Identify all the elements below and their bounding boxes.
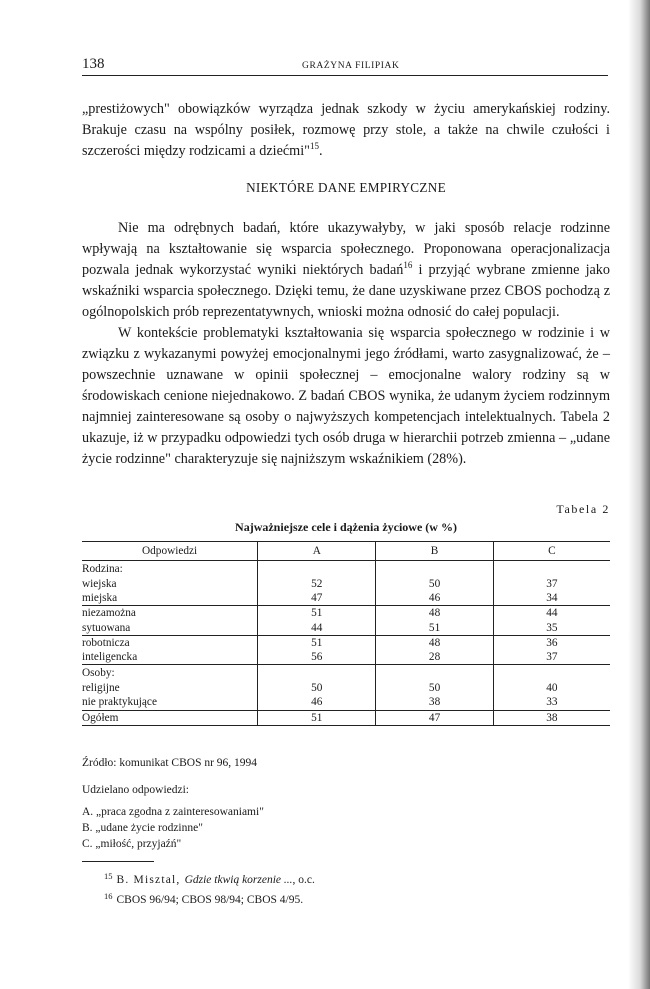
cell-b: 48 <box>376 635 493 650</box>
cell-c: 33 <box>493 695 610 710</box>
cell-c: 34 <box>493 591 610 606</box>
body-paragraphs <box>82 218 610 470</box>
footnote-title: Gdzie tkwią korzenie ... <box>184 874 293 886</box>
table-row <box>82 681 610 695</box>
cell-a: 51 <box>258 635 376 650</box>
footnote-16 <box>104 889 315 909</box>
empty-cell <box>493 665 610 682</box>
row-label: inteligencka <box>82 650 258 665</box>
empty-cell <box>258 561 376 578</box>
answer-b: B. „udane życie rodzinne" <box>82 822 203 834</box>
section-label-osoby: Osoby: <box>82 667 115 680</box>
cell-a: 44 <box>258 621 376 636</box>
cell-a: 51 <box>258 606 376 621</box>
table-total-row <box>82 710 610 725</box>
row-label: niezamożna <box>82 607 136 620</box>
cell-b: 28 <box>376 650 493 665</box>
cell-a: 52 <box>258 577 376 591</box>
empty-cell <box>258 665 376 682</box>
table-row <box>82 591 610 606</box>
row-label: wiejska <box>82 578 117 590</box>
table-section-row <box>82 665 610 682</box>
table-section-row <box>82 561 610 578</box>
footnote-number: 16 <box>104 890 113 901</box>
footnote-15 <box>104 869 315 889</box>
page-number: 138 <box>82 56 105 72</box>
table-header-row <box>82 542 610 561</box>
table-row <box>82 650 610 665</box>
table-row <box>82 621 610 636</box>
cell-c: 40 <box>493 681 610 695</box>
paragraph-2-text: Nie ma odrębnych badań, które ukazywałyby, w jaki sposób relacje rodzinne wpływają na kształtowanie się wsparcia społecznego. Proponowana operacjonalizacja pozwala jednak wykorzystać wyniki niektórych badań <box>82 220 610 278</box>
total-b: 47 <box>376 710 493 725</box>
cell-b: 38 <box>376 695 493 710</box>
paragraph-2 <box>82 218 610 323</box>
table-row <box>82 695 610 710</box>
table-row <box>82 606 610 621</box>
table-source: Źródło: komunikat CBOS nr 96, 1994 <box>82 757 258 769</box>
running-head: GRAŻYNA FILIPIAK <box>302 61 400 71</box>
cell-b: 50 <box>376 681 493 695</box>
empty-cell <box>493 561 610 578</box>
footnote-rest: , o.c. <box>292 874 315 886</box>
paragraph-3: W kontekście problematyki kształtowania się wsparcia społecznego w rodzinie i w związku z wykazanymi powyżej emocjonalnymi jego źródłami, warto zasygnalizować, że – powszechnie uznawane w opinii społecznej – emocjonalne walory rodziny są w środowiskach cenione niejednakowo. Z badań CBOS wynika, że udanym życiem rodzinnym najmniej zainteresowane są osoby o najwyższych kompetencjach intelektualnych. Tabela 2 ukazuje, iż w przypadku odpowiedzi tych osób druga w hierarchii potrzeb zmienna – „udane życie rodzinne" charakteryzuje się najniższym wskaźnikiem (28%). <box>82 325 610 467</box>
total-a: 51 <box>258 710 376 725</box>
table-label: Tabela 2 <box>556 502 610 516</box>
footnote-author: B. Misztal, <box>116 874 185 886</box>
table-row <box>82 635 610 650</box>
cell-c: 37 <box>493 577 610 591</box>
cell-b: 50 <box>376 577 493 591</box>
paragraph-1-end: . <box>318 143 323 159</box>
cell-a: 50 <box>258 681 376 695</box>
column-header-c: C <box>493 542 610 561</box>
page-header <box>82 57 608 76</box>
footnotes <box>104 869 315 908</box>
footnote-ref-15: 15 <box>309 141 319 151</box>
row-label: nie praktykujące <box>82 695 258 710</box>
cell-c: 36 <box>493 635 610 650</box>
row-label: religijne <box>82 682 120 695</box>
column-header-b: B <box>376 542 493 561</box>
column-header-odpowiedzi: Odpowiedzi <box>82 542 258 561</box>
cell-b: 48 <box>376 606 493 621</box>
cell-a: 47 <box>258 591 376 606</box>
total-c: 38 <box>493 710 610 725</box>
page-edge-shadow <box>628 0 650 989</box>
total-label: Ogółem <box>82 710 258 725</box>
cell-b: 51 <box>376 621 493 636</box>
column-header-a: A <box>258 542 376 561</box>
footnote-number: 15 <box>104 871 113 881</box>
cell-a: 46 <box>258 695 376 710</box>
data-table <box>82 541 610 726</box>
cell-c: 44 <box>493 606 610 621</box>
answer-c: C. „miłość, przyjaźń" <box>82 838 182 850</box>
row-label: sytuowana <box>82 621 258 636</box>
empty-cell <box>376 665 493 682</box>
table-title: Najważniejsze cele i dążenia życiowe (w %) <box>235 520 457 534</box>
section-label-rodzina: Rodzina: <box>82 562 123 575</box>
footnote-ref-16: 16 <box>403 260 413 270</box>
cell-b: 46 <box>376 591 493 606</box>
answer-a: A. „praca zgodna z zainteresowaniami" <box>82 806 264 818</box>
cell-c: 35 <box>493 621 610 636</box>
cell-c: 37 <box>493 650 610 665</box>
paragraph-1 <box>82 99 610 162</box>
section-heading: NIEKTÓRE DANE EMPIRYCZNE <box>246 180 446 195</box>
footnote-divider <box>82 861 154 862</box>
paragraph-1-text: „prestiżowych" obowiązków wyrządza jednak szkody w życiu amerykańskiej rodziny. Brakuje czasu na wspólny posiłek, rozmowę przy stole, a także na chwile czułości i szczerości między rodzicami a dziećmi" <box>82 101 610 159</box>
cell-a: 56 <box>258 650 376 665</box>
row-label: robotnicza <box>82 636 130 649</box>
empty-cell <box>376 561 493 578</box>
answers-legend <box>82 804 264 852</box>
answers-intro: Udzielano odpowiedzi: <box>82 784 189 796</box>
table-row <box>82 577 610 591</box>
row-label: miejska <box>82 591 258 606</box>
footnote-text: CBOS 96/94; CBOS 98/94; CBOS 4/95. <box>116 893 304 906</box>
paragraph-2-rest: i przyjąć wybrane zmienne jako wskaźniki wsparcia społecznego. Dzięki temu, że dane uzyskiwane przez CBOS pochodzą z ogólnopolskich prób reprezentatywnych, wnioski można odnosić do całej populacji. <box>82 262 610 320</box>
